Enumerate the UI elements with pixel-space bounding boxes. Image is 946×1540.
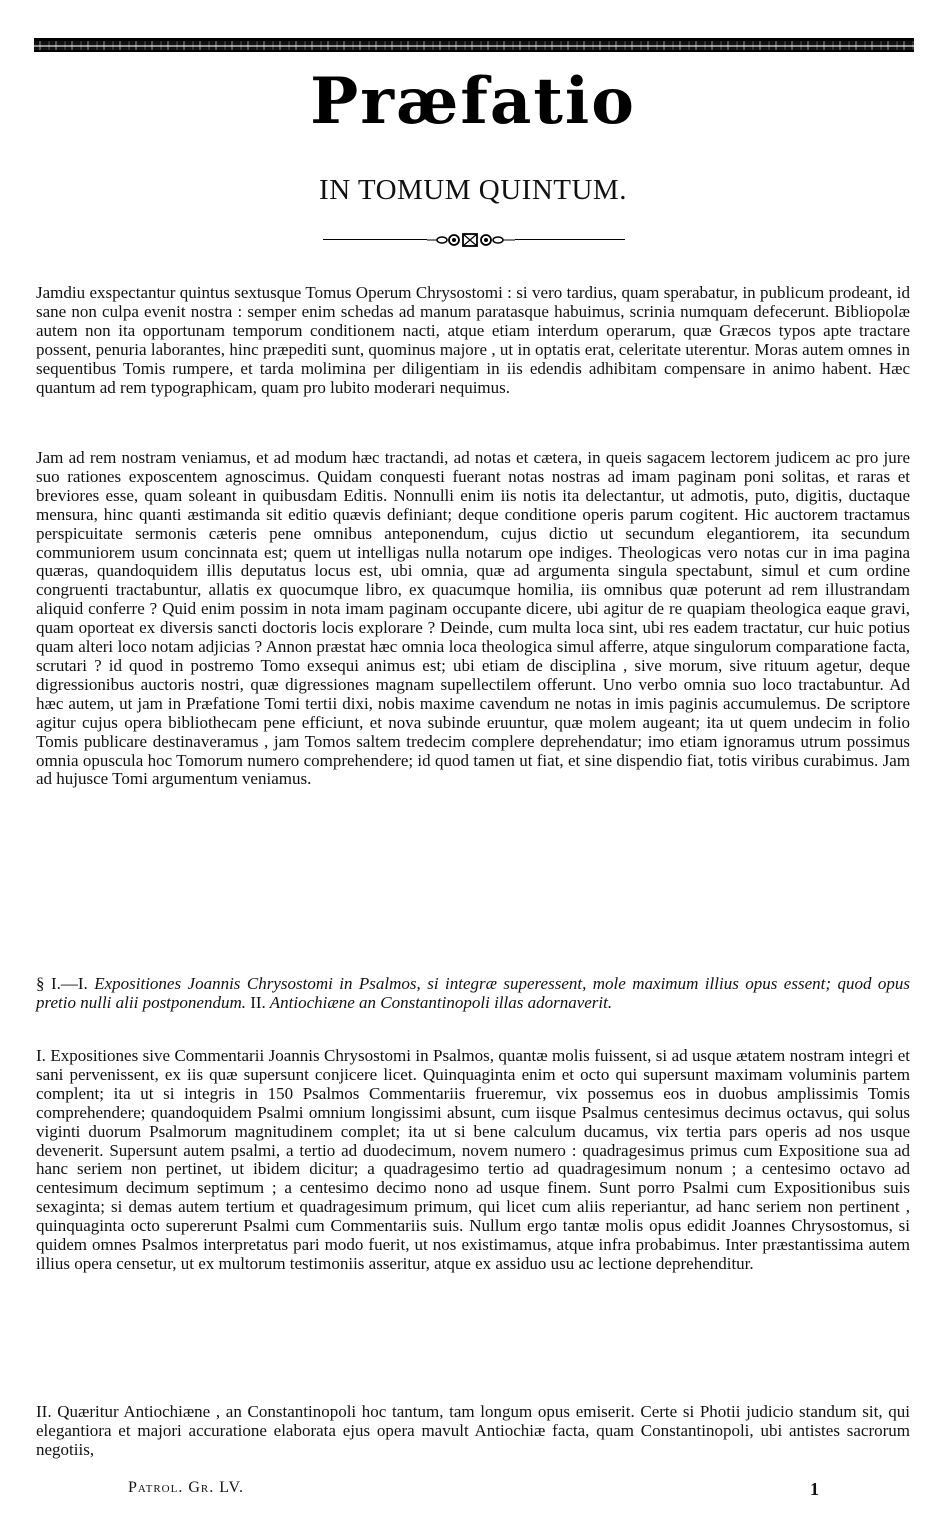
paragraph-4-text: II. Quæritur Antiochiæne , an Constantinopoli hoc tantum, tam longum opus emiserit. Certe si Photii judicio standum sit, qui elegantiora et majori accuratione elaborata ejus opera mavult Antiochiæ facta, quam Constantinopoli, ubi antistes sacrorum negotiis, — [36, 1402, 910, 1459]
decorative-top-rule — [34, 38, 914, 52]
ornament-divider — [323, 230, 625, 250]
section-summary-tag-2: II. — [250, 992, 266, 1012]
paragraph-3 — [36, 1047, 910, 1274]
page-number: 1 — [810, 1479, 819, 1499]
page-footer — [128, 1479, 828, 1501]
paragraph-2-text: Jam ad rem nostram veniamus, et ad modum hæc tractandi, ad notas et cætera, in queis sagacem lectorem judicem ac pro jure suo rationes exposcentem agnoscimus. Quidam conquesti fuerant notas nostras ad imam paginam poni solitas, et raras et breviores esse, quam soleant in quibusdam Editis. Nonnulli enim iis notis ita delectantur, ut admotis, puto, digitis, ductaque mensura, hinc quanti æstimanda sit editio quævis definiant; deque conditione operis parum cogitent. Hic auctorem tractamus perspicuitate sermonis cæteris pene omnibus anteponendum, cujus dictio ut secundum elegantiorem, ita secundum communiorem usum concinnata est; quem ut intelligas nulla notarum ope indiges. Theologicas vero notas cur in ima pagina quæras, quandoquidem illis deputatus locus est, ubi omnia, quæ ad argumenta singula spectabunt, simul et cum ordine congruenti tractabuntur, allatis ex quocumque libro, ex quacumque homilia, iis omnibus quæ poterunt ad rem illustrandam aliquid conferre ? Quid enim possim in nota imam paginam occupante dicere, ubi agitur de re quapiam theologica eaque gravi, quam oporteat ex diversis sancti doctoris locis explorare ? Deinde, cum multa loca sint, ubi res eadem tractatur, cur huic potius quam alteri loco notam adjicias ? Annon præstat hæc omnia loca theologica simul afferre, atque singulorum comparatione facta, scrutari ? id quod in postremo Tomo exsequi animus est; ubi etiam de disciplina , sive morum, sive rituum agetur, deque digressionibus auctoris nostri, quæ digressiones magnam supellectilem offerunt. Uno verbo omnia suo loco tractabuntur. Ad hæc autem, ut jam in Præfatione Tomi tertii dixi, nobis maxime cavendum ne notas in imis paginis accumulemus. De scriptore agitur cujus opera bibliothecam pene efficiunt, et nova subinde eruuntur, quæ molem augeant; ita ut quem undecim in folio Tomis publicare destinaveramus , jam Tomos saltem tredecim complere deprehendatur; imo etiam ignoramus utrum possimus omnia opuscula hoc Tomorum numero comprehendere; id quod tamen ut fiat, et sine dispendio fiat, totis viribus curabimus. Jam ad hujusce Tomi argumentum veniamus. — [36, 448, 910, 789]
section-summary-text-2: Antiochiæne an Constantinopoli illas adornaverit. — [269, 992, 613, 1012]
page-subtitle: IN TOMUM QUINTUM. — [319, 174, 627, 206]
ornament-line-right — [515, 239, 625, 240]
page-title: Præfatio — [310, 64, 636, 139]
paragraph-1 — [36, 284, 910, 397]
paragraph-4 — [36, 1403, 910, 1460]
section-summary-text: Expositiones Joannis Chrysostomi in Psalmos, si integræ superessent, mole maximum illius opus essent; quod opus pretio nulli alii postponendum. — [36, 974, 911, 1012]
paragraph-2 — [36, 449, 910, 789]
section-summary — [36, 975, 910, 1013]
signature-mark: Patrol. Gr. LV. — [128, 1479, 245, 1496]
paragraph-3-text: I. Expositiones sive Commentarii Joannis Chrysostomi in Psalmos, quantæ molis fuissent, si ad usque ætatem nostram integri et sani pervenissent, ex iis quæ supersunt conjicere licet. Quinquaginta enim et octo qui supersunt maximam voluminis partem complent; ita ut si integris in 150 Psalmos Commentariis frueremur, vix possemus eos in duobus amplissimis Tomis comprehendere; quandoquidem Psalmi omnium longissimi absunt, cum iisque Psalmus centesimus decimus octavus, qui solus viginti duorum Psalmorum magnitudinem complet; ita ut si bene calculum ducamus, vix tertia pars operis ad nos usque devenerit. Supersunt autem psalmi, a tertio ad duodecimum, novem numero : quadragesimus primus cum Expositione sua ad hanc seriem non pertinet, ut ibidem dicitur; a quadragesimo tertio ad quadragesimum nonum ; a centesimo octavo ad centesimum decimum septimum ; a centesimo decimo nono ad usque finem. Sunt porro Psalmi cum Expositionibus suis sexaginta; si demas autem tertium et quadragesimum primum, qui licet cum aliis reperiantur, ad hanc seriem non pertinent , quinquaginta octo supererunt Psalmi cum Commentariis suis. Nullum ergo tantæ molis opus edidit Joannes Chrysostomus, si quidem omnes Psalmos interpretatus pari modo fuerit, ut nos existimamus, atque infra probabimus. Inter præstantissima autem illius opera censetur, ut ex multorum testimoniis asseritur, atque ex assiduo usu ac lectione deprehenditur. — [36, 1046, 910, 1273]
paragraph-1-text: Jamdiu exspectantur quintus sextusque Tomus Operum Chrysostomi : si vero tardius, quam sperabatur, in publicum prodeant, id sane non culpa evenit nostra : semper enim schedas ad manum paratasque habuimus, scrinia numquam defecerunt. Bibliopolæ autem non ita opportunam temporum conditionem nacti, atque etiam interdum operarum, quæ Græcos typos apte tractare possent, penuria laborantes, hinc præpediti sunt, quominus majore , ut in optatis erat, celeritate uterentur. Moras autem omnes in sequentibus Tomis rumpere, et tarda molimina per diligentiam in iis edendis adhibitam compensare in animo habent. Hæc quantum ad rem typographicam, quam pro lubito moderari nequimus. — [36, 283, 910, 397]
fleuron-icon — [427, 230, 515, 250]
ornament-line-left — [323, 239, 427, 240]
section-summary-tag: § I.—I. — [36, 974, 88, 993]
